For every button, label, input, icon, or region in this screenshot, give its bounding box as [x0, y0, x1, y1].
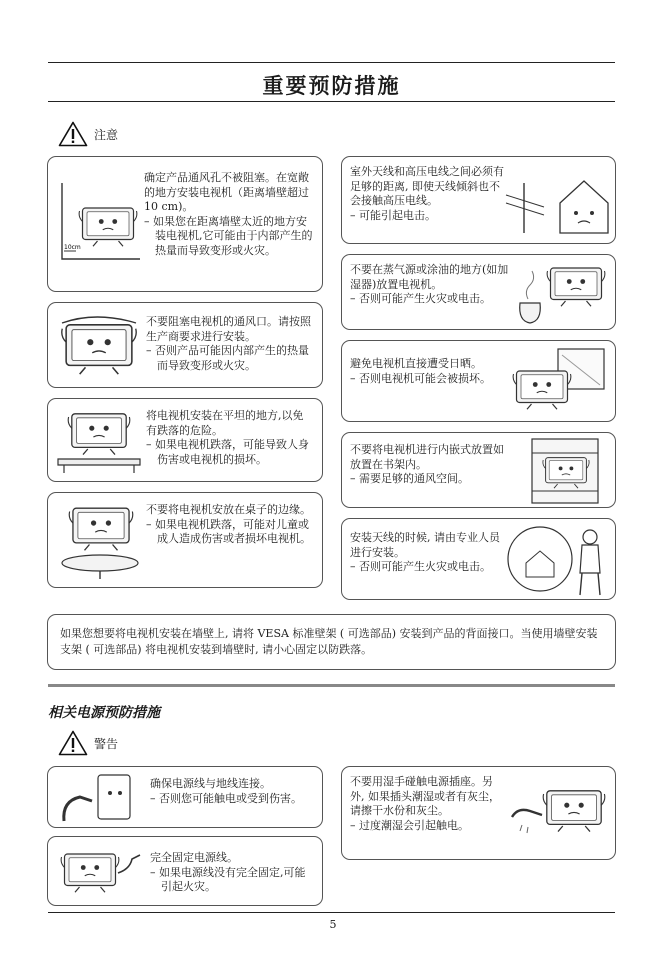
vesa-text: 如果您想要将电视机安装在墙壁上, 请将 VESA 标准壁架 ( 可选部品) 安装到产品的背面接口。当使用墙壁安装支架 ( 可选部品) 将电视机安装到墙壁时, 请小心固定以防跌落。: [60, 627, 598, 656]
notice-text: 确保电源线与地线连接。 – 否则您可能触电或受到伤害。: [150, 777, 302, 805]
installer-illustration: [502, 523, 610, 597]
notice-antenna-power-line: [341, 156, 616, 244]
notice-text: 不要用湿手碰触电源插座。另外, 如果插头潮湿或者有灰尘，请擦干水份和灰尘。 – 过度潮湿会引起触电。: [350, 775, 500, 832]
notice-text: 完全固定电源线。 – 如果电源线没有完全固定,可能引起火灾。: [150, 851, 306, 893]
wet-hand-tv-illustration: [508, 777, 610, 853]
tv-humidifier-illustration: [514, 261, 610, 325]
notice-steam-oil: [341, 254, 616, 330]
notice-built-in: [341, 432, 616, 508]
tv-window-sun-illustration: [506, 347, 610, 417]
notice-text: 安装天线的时候, 请由专业人员进行安装。 – 否则可能产生火灾或电击。: [350, 531, 500, 573]
notice-text: 室外天线和高压电线之间必须有足够的距离, 即使天线倾斜也不会接触高压电线。 – 可能引起电击。: [350, 165, 504, 222]
notice-wet-hands: [341, 766, 616, 860]
caution-heading: [58, 121, 118, 147]
vesa-notice: [47, 614, 616, 670]
section-title: 相关电源预防措施: [48, 705, 160, 721]
tv-on-table-illustration: [56, 407, 142, 475]
caution-label: 注意: [94, 127, 119, 142]
notice-flat-place: [47, 398, 323, 482]
warning-triangle-icon: [58, 730, 88, 756]
notice-text: 不要阻塞电视机的通风口。请按照生产商要求进行安装。 – 否则产品可能因内部产生的热量而导致变形或火灾。: [146, 315, 311, 372]
notice-secure-power-cord: [47, 836, 323, 906]
notice-text: 将电视机安装在平坦的地方,以免有跌落的危险。 – 如果电视机跌落，可能导致人身伤害或电视机的损坏。: [146, 409, 309, 466]
tv-bookshelf-illustration: [520, 437, 610, 505]
notice-text: 不要在蒸气源或涂油的地方(如加湿器)放置电视机。 – 否则可能产生火灾或电击。: [350, 263, 509, 305]
bottom-rule: [48, 912, 615, 913]
notice-ventilation-space: [47, 156, 323, 292]
warning-label: 警告: [94, 736, 119, 751]
notice-text: 确定产品通风孔不被阻塞。在宽敞的地方安装电视机（距离墙壁超过 10 cm)。 – 如果您在距离墙壁太近的地方安装电视机,它可能由于内部产生的热量而导致变形或火灾。: [144, 171, 313, 257]
tv-near-wall-illustration: [54, 179, 144, 267]
antenna-house-illustration: [504, 167, 610, 237]
tv-covered-illustration: [56, 313, 142, 379]
tv-table-edge-illustration: [56, 501, 142, 581]
notice-text: 不要将电视机安放在桌子的边缘。 – 如果电视机跌落，可能对儿童或成人造成伤害或者损坏电视机。: [146, 503, 311, 545]
svg-text:10cm: 10cm: [64, 244, 81, 251]
notice-text: 避免电视机直接遭受日晒。 – 否则电视机可能会被损坏。: [350, 357, 491, 385]
notice-direct-sunlight: [341, 340, 616, 422]
plug-socket-illustration: [58, 771, 142, 825]
notice-ground-wire: [47, 766, 323, 828]
page-title: 重要预防措施: [262, 74, 401, 98]
notice-table-edge: [47, 492, 323, 588]
page-number: 5: [329, 918, 337, 931]
notice-do-not-block-vents: [47, 302, 323, 388]
warning-triangle-icon: [58, 121, 88, 147]
notice-text: 不要将电视机进行内嵌式放置如放置在书架内。 – 需要足够的通风空间。: [350, 443, 504, 485]
warning-heading: [58, 730, 118, 756]
title-rule: [48, 101, 615, 102]
top-rule: [48, 62, 615, 63]
section-rule: [48, 684, 615, 687]
tv-power-cord-illustration: [58, 843, 144, 901]
notice-antenna-professional: [341, 518, 616, 600]
